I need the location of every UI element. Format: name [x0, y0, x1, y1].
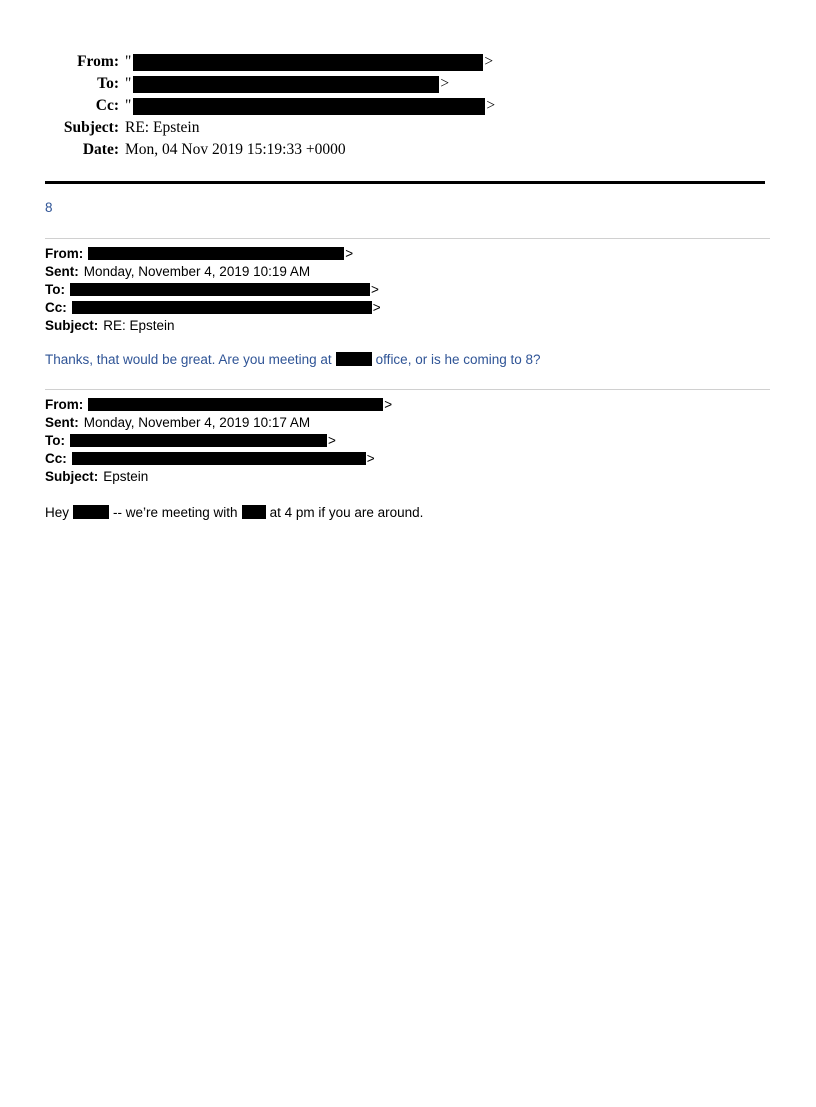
redacted-to-address	[70, 283, 370, 296]
subject-value: Epstein	[103, 468, 149, 484]
email1-row-to	[45, 280, 816, 298]
redacted-cc-address	[133, 98, 485, 115]
angle-bracket: >	[440, 75, 450, 92]
sent-label: Sent:	[45, 263, 79, 279]
angle-bracket: >	[486, 97, 496, 114]
redacted-from-address	[88, 398, 383, 411]
redacted-name	[336, 352, 372, 366]
header-row-cc	[45, 95, 816, 117]
header-row-subject	[45, 117, 816, 139]
from-label: From:	[45, 396, 84, 412]
email2-row-to	[45, 431, 816, 449]
email1-row-cc	[45, 298, 816, 316]
subject-value: RE: Epstein	[103, 317, 175, 333]
header-row-from	[45, 51, 816, 73]
email2-row-from	[45, 395, 816, 413]
email1-header	[45, 244, 816, 334]
angle-bracket: >	[328, 432, 336, 448]
to-label: To:	[45, 432, 65, 448]
to-label: To:	[97, 75, 119, 92]
subject-label: Subject:	[63, 119, 119, 136]
open-quote: "	[125, 53, 132, 70]
email1-row-subject	[45, 316, 816, 334]
to-label: To:	[45, 281, 65, 297]
redacted-cc-address	[72, 452, 366, 465]
header-row-to	[45, 73, 816, 95]
email2-body	[45, 504, 816, 522]
email1-row-sent	[45, 262, 816, 280]
angle-bracket: >	[366, 450, 375, 466]
email2-header	[45, 395, 816, 485]
sent-value: Monday, November 4, 2019 10:19 AM	[83, 263, 311, 279]
date-label: Date:	[82, 141, 119, 158]
sent-label: Sent:	[45, 414, 79, 430]
redacted-cc-address	[72, 301, 372, 314]
angle-bracket: >	[345, 245, 354, 261]
from-label: From:	[45, 245, 84, 261]
to-value	[125, 75, 449, 93]
angle-bracket: >	[484, 53, 494, 70]
email2-body-text: at 4 pm if you are around.	[269, 505, 424, 520]
email1-body	[45, 351, 816, 369]
open-quote: "	[125, 97, 132, 114]
email1-row-from	[45, 244, 816, 262]
email-divider	[45, 389, 770, 390]
angle-bracket: >	[371, 281, 379, 297]
email1-body-text: office, or is he coming to 8?	[375, 352, 541, 367]
redacted-from-address	[133, 54, 483, 71]
redacted-from-address	[88, 247, 344, 260]
email2-row-sent	[45, 413, 816, 431]
redacted-name	[242, 505, 266, 519]
cc-label: Cc:	[95, 97, 119, 114]
subject-label: Subject:	[45, 317, 99, 333]
email2-row-cc	[45, 449, 816, 467]
subject-value: RE: Epstein	[125, 119, 200, 136]
date-value: Mon, 04 Nov 2019 15:19:33 +0000	[125, 141, 346, 158]
email2-body-text: Hey	[45, 505, 70, 520]
from-value	[125, 53, 493, 71]
angle-bracket: >	[384, 396, 393, 412]
email2-row-subject	[45, 467, 816, 485]
email1-body-text: Thanks, that would be great. Are you meeting at	[45, 352, 332, 367]
subject-label: Subject:	[45, 468, 99, 484]
redacted-to-address	[70, 434, 327, 447]
email2-body-text: -- we’re meeting with	[113, 505, 238, 520]
open-quote: "	[125, 75, 132, 92]
sent-value: Monday, November 4, 2019 10:17 AM	[83, 414, 311, 430]
document-page	[0, 51, 816, 1107]
header-row-date	[45, 139, 816, 161]
angle-bracket: >	[372, 299, 381, 315]
redacted-to-address	[133, 76, 439, 93]
from-label: From:	[77, 53, 119, 70]
redacted-name	[73, 505, 109, 519]
email-divider	[45, 238, 770, 239]
cc-label: Cc:	[45, 450, 67, 466]
header-separator-rule	[45, 181, 765, 184]
cc-value	[125, 97, 495, 115]
page-number: 8	[45, 200, 53, 215]
cc-label: Cc:	[45, 299, 67, 315]
message-header	[45, 51, 816, 161]
